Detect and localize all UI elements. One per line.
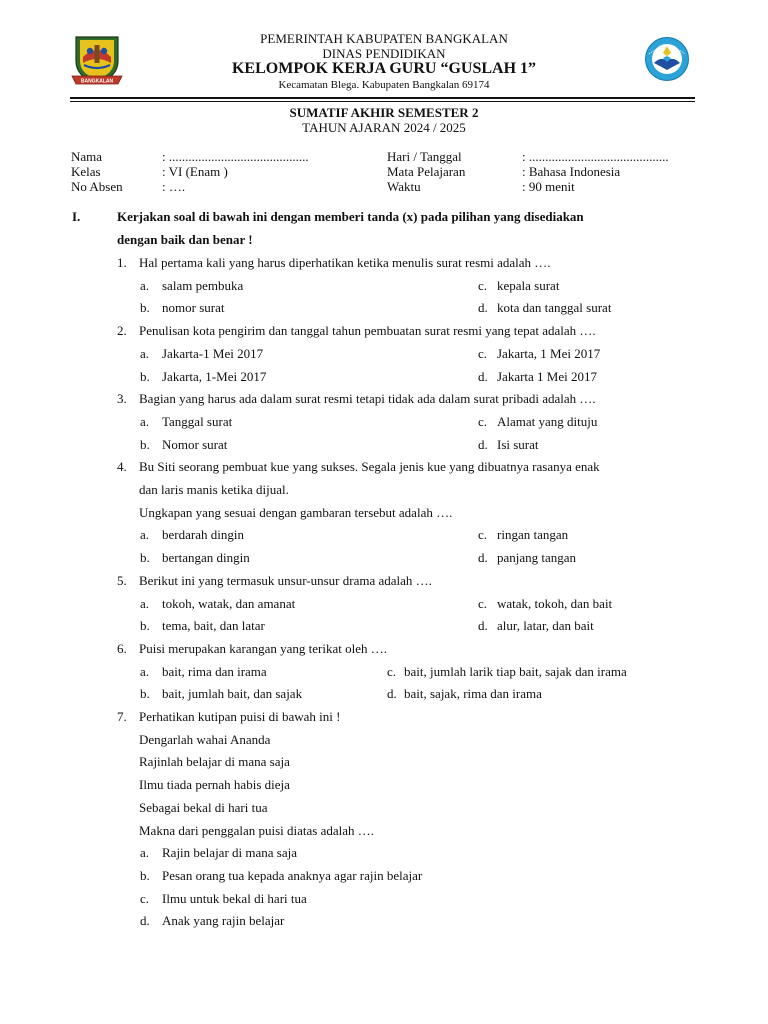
question-number: 7. <box>117 709 127 724</box>
question-text-line: Bagian yang harus ada dalam surat resmi tetapi tidak ada dalam surat pribadi adalah …. <box>139 391 596 407</box>
option-letter: c. <box>478 595 488 611</box>
option-letter: b. <box>140 300 150 316</box>
option-letter: c. <box>478 527 488 543</box>
question-text-line: Makna dari penggalan puisi diatas adalah …. <box>139 822 375 838</box>
mata-pelajaran-label: Mata Pelajaran <box>387 164 466 179</box>
academic-year: TAHUN AJARAN 2024 / 2025 <box>302 120 466 135</box>
option-text: kepala surat <box>497 277 560 293</box>
kelas-label: Kelas <box>71 164 101 179</box>
option-text: bait, sajak, rima dan irama <box>404 686 542 702</box>
option-text: bait, jumlah bait, dan sajak <box>162 686 303 702</box>
section-instruction-line: dengan baik dan benar ! <box>117 232 253 247</box>
question-text-line: Sebagai bekal di hari tua <box>139 799 268 815</box>
question-text-line: Ilmu tiada pernah habis dieja <box>139 777 290 793</box>
option-letter: b. <box>140 618 150 634</box>
option-text: Jakarta-1 Mei 2017 <box>162 345 264 361</box>
option-letter: d. <box>478 368 488 384</box>
kelas-value: : VI (Enam ) <box>162 164 228 179</box>
option-letter: a. <box>140 527 150 543</box>
option-text: Jakarta, 1-Mei 2017 <box>162 368 267 384</box>
option-letter: b. <box>140 368 150 384</box>
option-letter: c. <box>387 663 397 679</box>
option-text: Alamat yang dituju <box>497 413 598 429</box>
question-text-line: dan laris manis ketika dijual. <box>139 482 289 497</box>
nama-field: : ........................................... <box>162 149 309 164</box>
option-letter: a. <box>140 413 150 429</box>
option-letter: a. <box>140 277 150 293</box>
option-text: alur, latar, dan bait <box>497 618 594 634</box>
option-text: Pesan orang tua kepada anaknya agar rajin belajar <box>162 867 423 883</box>
option-letter: d. <box>478 436 488 452</box>
no-absen-field: : …. <box>162 179 186 194</box>
option-letter: c. <box>140 890 150 906</box>
option-text: kota dan tanggal surat <box>497 300 612 316</box>
option-text: salam pembuka <box>162 277 244 293</box>
option-text: berdarah dingin <box>162 527 244 543</box>
question-number: 1. <box>117 255 127 270</box>
option-text: tema, bait, dan latar <box>162 618 265 634</box>
option-letter: b. <box>140 867 150 883</box>
question-text-line: Perhatikan kutipan puisi di bawah ini ! <box>139 709 341 724</box>
question-number: 4. <box>117 459 127 475</box>
question-text-line: Dengarlah wahai Ananda <box>139 731 271 747</box>
section-number: I. <box>72 209 81 224</box>
no-absen-label: No Absen <box>71 179 123 194</box>
option-text: watak, tokoh, dan bait <box>497 595 613 611</box>
question-text-line: Hal pertama kali yang harus diperhatikan ketika menulis surat resmi adalah …. <box>139 255 551 270</box>
section-instruction-line: Kerjakan soal di bawah ini dengan memberi tanda (x) pada pilihan yang disediakan <box>117 209 584 224</box>
option-text: bait, rima dan irama <box>162 663 267 679</box>
question-number: 6. <box>117 640 127 656</box>
header-divider-thick <box>70 97 695 99</box>
option-letter: d. <box>387 686 397 702</box>
exam-title: SUMATIF AKHIR SEMESTER 2 <box>289 105 479 120</box>
option-text: bait, jumlah larik tiap bait, sajak dan irama <box>404 663 627 679</box>
emblem-banner-text: BANGKALAN <box>80 78 114 85</box>
option-letter: d. <box>478 618 488 634</box>
option-text: Jakarta 1 Mei 2017 <box>497 368 598 384</box>
option-text: Anak yang rajin belajar <box>162 913 285 929</box>
option-letter: a. <box>140 345 150 361</box>
hari-tanggal-field: : ........................................... <box>522 149 669 164</box>
option-letter: c. <box>478 345 488 361</box>
option-letter: c. <box>478 413 488 429</box>
option-letter: d. <box>140 913 150 929</box>
option-text: panjang tangan <box>497 550 577 566</box>
option-text: nomor surat <box>162 300 225 316</box>
question-text-line: Berikut ini yang termasuk unsur-unsur drama adalah …. <box>139 572 432 588</box>
government-name: PEMERINTAH KABUPATEN BANGKALAN <box>260 31 508 46</box>
option-letter: a. <box>140 663 150 679</box>
waktu-value: : 90 menit <box>522 179 575 194</box>
waktu-label: Waktu <box>387 179 421 194</box>
option-letter: c. <box>478 277 488 293</box>
question-text-line: Bu Siti seorang pembuat kue yang sukses. Segala jenis kue yang dibuatnya rasanya enak <box>139 459 600 475</box>
question-number: 5. <box>117 572 127 588</box>
mata-pelajaran-value: : Bahasa Indonesia <box>522 164 621 179</box>
option-letter: a. <box>140 845 150 861</box>
nama-label: Nama <box>71 149 103 164</box>
option-letter: b. <box>140 436 150 452</box>
question-text-line: Rajinlah belajar di mana saja <box>139 754 290 770</box>
option-text: Rajin belajar di mana saja <box>162 845 298 861</box>
department-name: DINAS PENDIDIKAN <box>322 46 446 61</box>
question-number: 2. <box>117 323 127 339</box>
option-letter: d. <box>478 300 488 316</box>
option-text: Jakarta, 1 Mei 2017 <box>497 345 601 361</box>
question-text-line: Ungkapan yang sesuai dengan gambaran tersebut adalah …. <box>139 504 453 520</box>
question-text-line: Penulisan kota pengirim dan tanggal tahun pembuatan surat resmi yang tepat adalah …. <box>139 323 596 339</box>
header-divider-thin <box>70 101 695 102</box>
option-letter: b. <box>140 686 150 702</box>
option-text: Ilmu untuk bekal di hari tua <box>162 890 307 906</box>
organization-name: KELOMPOK KERJA GURU “GUSLAH 1” <box>231 60 537 77</box>
option-text: ringan tangan <box>497 527 569 543</box>
option-letter: a. <box>140 595 150 611</box>
hari-tanggal-label: Hari / Tanggal <box>387 149 462 164</box>
option-text: bertangan dingin <box>162 550 250 566</box>
option-text: Tanggal surat <box>162 413 233 429</box>
option-text: Isi surat <box>497 436 539 452</box>
option-letter: b. <box>140 550 150 566</box>
option-text: Nomor surat <box>162 436 228 452</box>
option-text: tokoh, watak, dan amanat <box>162 595 296 611</box>
question-text-line: Puisi merupakan karangan yang terikat oleh …. <box>139 640 388 656</box>
organization-address: Kecamatan Blega. Kabupaten Bangkalan 69174 <box>278 79 490 91</box>
option-letter: d. <box>478 550 488 566</box>
question-number: 3. <box>117 391 127 407</box>
